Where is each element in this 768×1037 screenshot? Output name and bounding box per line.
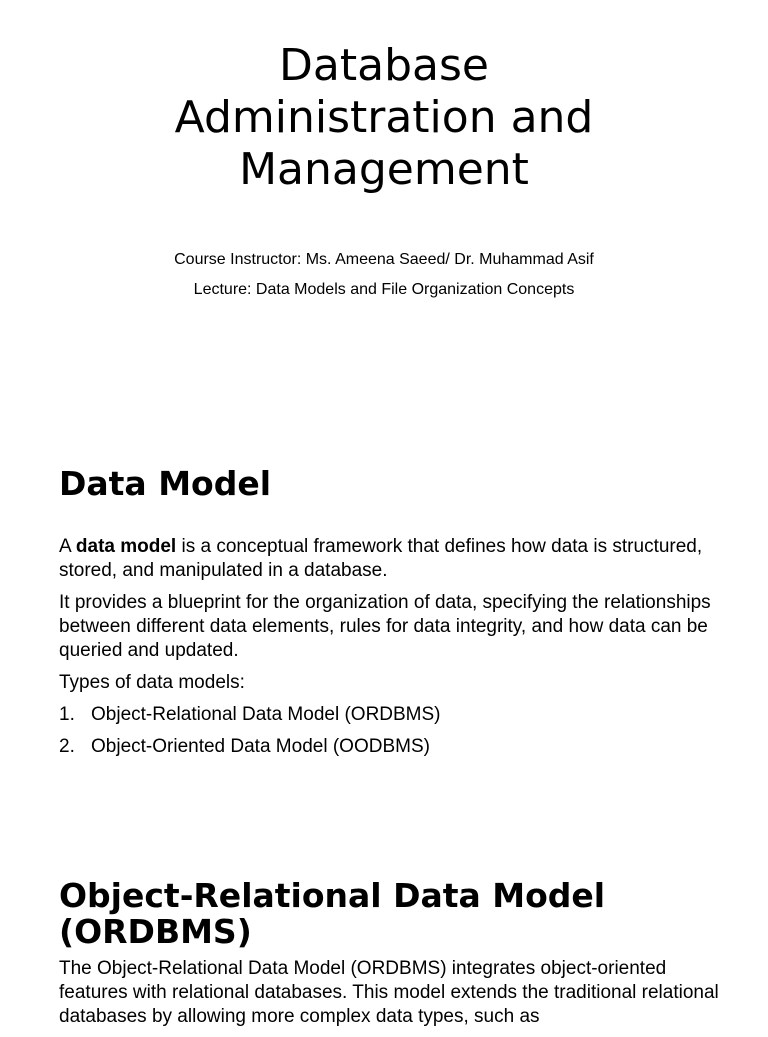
data-model-heading: Data Model (59, 464, 272, 503)
data-model-blueprint: It provides a blueprint for the organization of data, specifying the relationships between different data elements, rules for data integrity, and how data can be queried and updated. (59, 592, 711, 661)
ordbms-body (59, 957, 719, 1037)
heading-line: Object-Relational Data Model (59, 876, 606, 915)
list-number: 2. (59, 736, 75, 757)
data-model-definition (59, 535, 719, 583)
para-rest: is a conceptual framework that defines how data is structured, stored, and manipulated in a database. (59, 536, 703, 581)
course-instructor: Course Instructor: Ms. Ameena Saeed/ Dr. Muhammad Asif (174, 251, 594, 268)
list-text: Object-Oriented Data Model (OODBMS) (91, 736, 430, 757)
data-model-types-intro: Types of data models: (59, 672, 245, 693)
bold-term: data model (75, 536, 177, 557)
list-item (59, 735, 719, 759)
heading-line: (ORDBMS) (59, 912, 252, 951)
title-line: Management (239, 144, 529, 195)
para-prefix: A (59, 536, 76, 557)
list-number: 1. (59, 704, 75, 725)
data-model-body (59, 535, 719, 767)
list-text: Object-Relational Data Model (ORDBMS) (91, 704, 441, 725)
list-item (59, 703, 719, 727)
ordbms-description: The Object-Relational Data Model (ORDBMS) integrates object-oriented features with relational databases. This model extends the traditional relational databases by allowing more complex data types, such as (59, 958, 719, 1027)
title-line: Database (279, 40, 489, 91)
title-line: Administration and (174, 92, 594, 143)
lecture-title: Lecture: Data Models and File Organization Concepts (193, 281, 575, 298)
ordbms-heading (59, 878, 605, 950)
